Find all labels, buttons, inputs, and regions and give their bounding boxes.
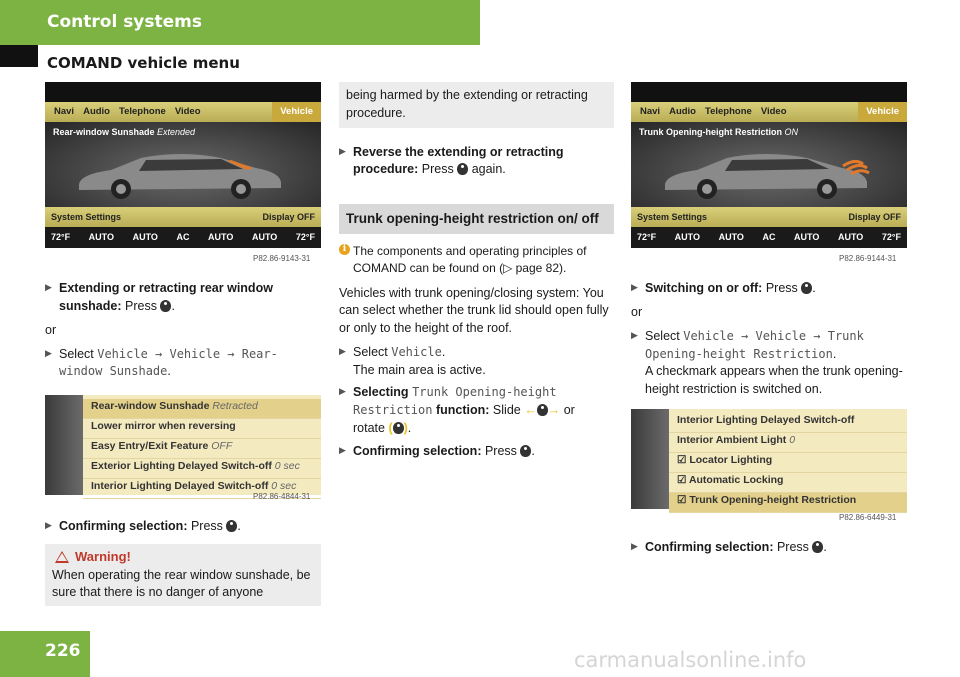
- auto-blower: AUTO: [132, 232, 158, 243]
- menu-item: ☑ Automatic Locking: [669, 473, 907, 493]
- step-reverse: ▶ Reverse the extending or retracting procedure: Press again.: [339, 144, 614, 180]
- menu-screen-sunshade: [45, 395, 321, 495]
- screen-main-area: [631, 122, 907, 207]
- step-select-function: ▶ Selecting Trunk Opening-height Restriction function: Slide ← → or rotate ( ).: [339, 384, 614, 437]
- page-number: 226: [45, 641, 81, 661]
- temp-right: 72°F: [881, 232, 901, 243]
- car-illustration: [71, 148, 285, 200]
- system-settings-label: System Settings: [51, 211, 122, 222]
- warning-icon: [55, 551, 69, 563]
- step-switch: ▶ Switching on or off: Press .: [631, 280, 907, 298]
- slide-icon: ← →: [524, 403, 561, 418]
- knob-icon: [801, 282, 812, 294]
- menu-list: [83, 395, 321, 495]
- step-select-menu: ▶ Select Vehicle → Vehicle → Trunk Opening-height Restriction. A checkmark appears when the trunk opening-height restriction is switched on.: [631, 328, 907, 399]
- car-illustration: [657, 148, 871, 200]
- car-edge-image: [45, 395, 83, 495]
- ac-label: AC: [762, 232, 776, 243]
- image-caption: P82.86-4844-31: [253, 492, 311, 502]
- step-confirm: ▶ Confirming selection: Press .: [45, 518, 321, 536]
- menu-list: [669, 409, 907, 509]
- screen-tabs: [45, 102, 321, 122]
- image-caption: P82.86-6449-31: [839, 512, 897, 522]
- tab-audio: Audio: [669, 106, 696, 118]
- info-note: i The components and operating principles of COMAND can be found on (▷ page 82).: [339, 243, 614, 277]
- column-right: [631, 82, 907, 562]
- info-icon: i: [339, 244, 350, 255]
- section-title: Control systems: [47, 12, 203, 32]
- temp-left: 72°F: [637, 232, 657, 243]
- menu-item: ☑ Locator Lighting: [669, 453, 907, 473]
- tab-telephone: Telephone: [119, 106, 166, 118]
- screen-tabs: [631, 102, 907, 122]
- watermark: carmanualsonline.info: [574, 648, 807, 672]
- screen-title: Rear-window Sunshade Extended: [53, 127, 196, 137]
- menu-item: ☑ Trunk Opening-height Restriction: [669, 493, 907, 513]
- auto-fan: AUTO: [674, 232, 701, 243]
- auto-blower-right: AUTO: [208, 232, 234, 243]
- menu-screen-trunk: [631, 409, 907, 509]
- knob-icon: [520, 445, 531, 457]
- auto-blower: AUTO: [718, 232, 744, 243]
- menu-item: Interior Lighting Delayed Switch-off: [669, 413, 907, 433]
- knob-icon: [226, 520, 237, 532]
- subsection-title: COMAND vehicle menu: [47, 54, 240, 72]
- screen-bottom-bar: [45, 207, 321, 227]
- auto-fan: AUTO: [88, 232, 115, 243]
- auto-fan-right: AUTO: [251, 232, 278, 243]
- tab-navi: Navi: [54, 106, 75, 118]
- temp-left: 72°F: [51, 232, 71, 243]
- warning-title: Warning!: [75, 549, 131, 565]
- step-confirm: ▶ Confirming selection: Press .: [339, 443, 614, 461]
- tab-video: Video: [760, 106, 787, 118]
- column-left: [45, 82, 321, 606]
- step-select-menu: ▶ Select Vehicle → Vehicle → Rear-window Sunshade.: [45, 346, 321, 382]
- climate-bar: [631, 227, 907, 248]
- comand-screen-sunshade: [45, 82, 321, 248]
- rotate-icon: ( ): [388, 420, 408, 435]
- menu-item: Lower mirror when reversing: [83, 419, 321, 439]
- display-off-label: Display OFF: [262, 211, 315, 222]
- step-select-vehicle: ▶ Select Vehicle. The main area is active.: [339, 344, 614, 380]
- header-tab-marker: [0, 45, 38, 67]
- screen-main-area: [45, 122, 321, 207]
- tab-vehicle: Vehicle: [858, 102, 907, 121]
- knob-icon: [457, 163, 468, 175]
- ac-label: AC: [176, 232, 190, 243]
- comand-screen-trunk: [631, 82, 907, 248]
- step-extend-retract: ▶ Extending or retracting rear window sunshade: Press .: [45, 280, 321, 316]
- column-middle: [339, 82, 614, 465]
- tab-vehicle: Vehicle: [272, 102, 321, 121]
- warning-box: [45, 544, 321, 606]
- paragraph: Vehicles with trunk opening/closing system: You can select whether the trunk lid should open fully or only to the height of the roof.: [339, 285, 609, 336]
- image-caption: P82.86-9144-31: [839, 254, 897, 263]
- car-edge-image: [631, 409, 669, 509]
- image-caption: P82.86-9143-31: [253, 254, 311, 263]
- climate-bar: [45, 227, 321, 248]
- menu-item: Interior Ambient Light 0: [669, 433, 907, 453]
- display-off-label: Display OFF: [848, 211, 901, 222]
- knob-icon: [160, 300, 171, 312]
- tab-video: Video: [174, 106, 201, 118]
- or-text: or: [45, 322, 57, 337]
- menu-item: Easy Entry/Exit Feature OFF: [83, 439, 321, 459]
- temp-right: 72°F: [295, 232, 315, 243]
- section-heading: Trunk opening-height restriction on/ off: [339, 204, 614, 234]
- menu-item: Exterior Lighting Delayed Switch-off 0 sec: [83, 459, 321, 479]
- step-confirm: ▶ Confirming selection: Press .: [631, 539, 907, 557]
- screen-bottom-bar: [631, 207, 907, 227]
- or-text: or: [631, 305, 643, 320]
- auto-blower-right: AUTO: [794, 232, 820, 243]
- screen-title: Trunk Opening-height Restriction ON: [639, 127, 799, 137]
- menu-item: Interior Lighting Delayed Switch-off 0 sec: [83, 479, 321, 499]
- system-settings-label: System Settings: [637, 211, 708, 222]
- tab-audio: Audio: [83, 106, 110, 118]
- auto-fan-right: AUTO: [837, 232, 864, 243]
- tab-navi: Navi: [640, 106, 661, 118]
- tab-telephone: Telephone: [705, 106, 752, 118]
- menu-item: Rear-window Sunshade Retracted: [83, 399, 321, 419]
- warning-continuation: being harmed by the extending or retracting procedure.: [339, 82, 614, 128]
- warning-text: When operating the rear window sunshade, be sure that there is no danger of anyone: [52, 567, 311, 600]
- knob-icon: [812, 541, 823, 553]
